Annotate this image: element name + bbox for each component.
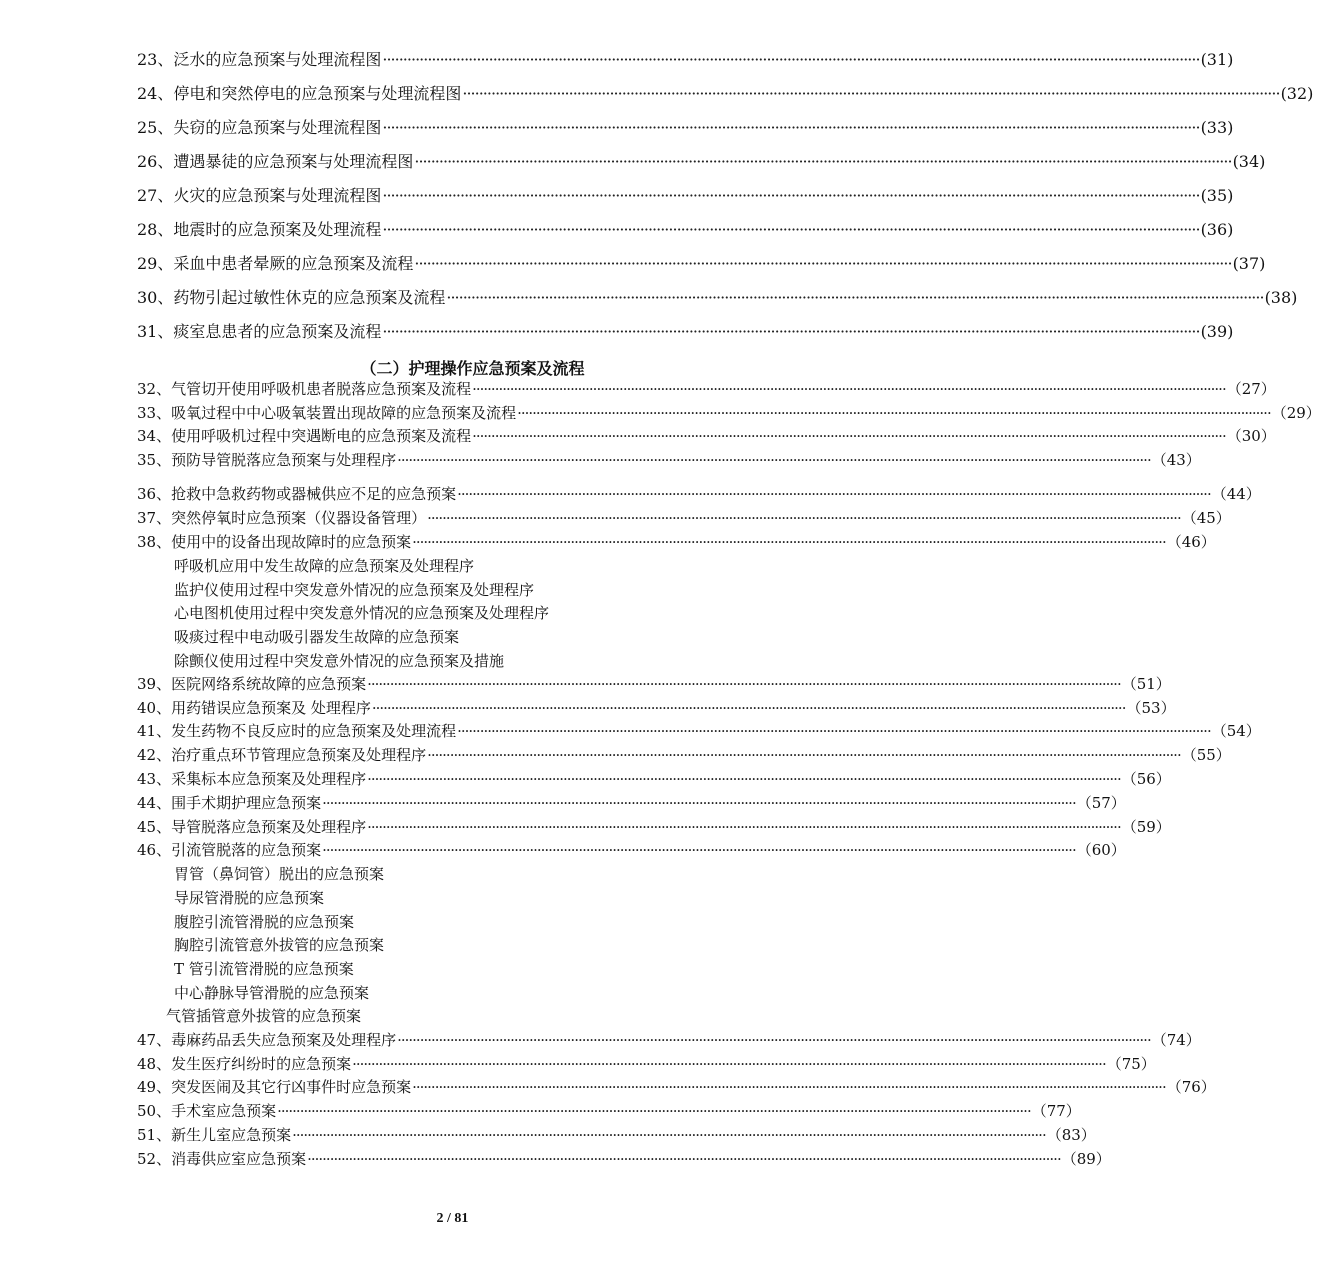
- dot-leader: ········································································································································································································: [382, 118, 1200, 137]
- toc-entry-page: （75）: [1106, 1055, 1156, 1073]
- toc-entry-page: （89）: [1061, 1150, 1111, 1168]
- page-number: 2 / 81: [436, 1211, 469, 1226]
- dot-leader: ········································································································································································································: [292, 1126, 1046, 1144]
- section-heading: [0, 356, 905, 379]
- toc-entry-page: （83）: [1046, 1126, 1096, 1144]
- toc-entry-title: 26、遭遇暴徒的应急预案与处理流程图: [137, 152, 414, 171]
- toc-entry-page: （59）: [1121, 818, 1171, 836]
- toc-entry-page: (33): [1200, 118, 1234, 137]
- toc-entry-page: (34): [1232, 152, 1266, 171]
- toc-entry-page: （45）: [1181, 509, 1231, 527]
- toc-entry-title: 39、医院网络系统故障的应急预案: [137, 675, 367, 693]
- toc-entry[interactable]: [137, 817, 1171, 837]
- toc-entry-page: （56）: [1121, 770, 1171, 788]
- toc-entry-page: (35): [1200, 186, 1234, 205]
- dot-leader: ········································································································································································································: [397, 1031, 1151, 1049]
- toc-entry-page: （44）: [1211, 485, 1261, 503]
- toc-entry-page: (39): [1200, 322, 1234, 341]
- dot-leader: ········································································································································································································: [382, 186, 1200, 205]
- toc-entry-title: 45、导管脱落应急预案及处理程序: [137, 818, 367, 836]
- toc-entry[interactable]: [137, 321, 1234, 343]
- toc-entry[interactable]: [137, 426, 1276, 446]
- toc-entry-title: 28、地震时的应急预案及处理流程: [137, 220, 382, 239]
- toc-sub-item[interactable]: 胃管（鼻饲管）脱出的应急预案: [174, 865, 385, 883]
- toc-entry-title: 25、失窃的应急预案与处理流程图: [137, 118, 382, 137]
- dot-leader: ········································································································································································································: [414, 254, 1232, 273]
- toc-entry[interactable]: [137, 1030, 1201, 1050]
- toc-entry-title: 51、新生儿室应急预案: [137, 1126, 292, 1144]
- toc-entry-title: 49、突发医闹及其它行凶事件时应急预案: [137, 1078, 412, 1096]
- dot-leader: ········································································································································································································: [472, 427, 1226, 445]
- dot-leader: ········································································································································································································: [371, 699, 1126, 717]
- toc-entry[interactable]: [137, 253, 1266, 275]
- dot-leader: ········································································································································································································: [472, 380, 1226, 398]
- dot-leader: ········································································································································································································: [412, 533, 1166, 551]
- dot-leader: ········································································································································································································: [382, 50, 1200, 69]
- toc-sub-item[interactable]: 胸腔引流管意外拔管的应急预案: [174, 936, 385, 954]
- toc-entry-title: 37、突然停氧时应急预案（仪器设备管理）: [137, 509, 427, 527]
- toc-entry[interactable]: [137, 698, 1176, 718]
- dot-leader: ········································································································································································································: [352, 1055, 1106, 1073]
- toc-entry-page: (37): [1232, 254, 1266, 273]
- dot-leader: ········································································································································································································: [427, 509, 1181, 527]
- toc-entry[interactable]: [137, 450, 1201, 470]
- toc-sub-item[interactable]: 腹腔引流管滑脱的应急预案: [174, 913, 355, 931]
- toc-entry-title: 23、泛水的应急预案与处理流程图: [137, 50, 382, 69]
- toc-entry-page: (36): [1200, 220, 1234, 239]
- toc-entry-title: 47、毒麻药品丢失应急预案及处理程序: [137, 1031, 397, 1049]
- dot-leader: ········································································································································································································: [367, 675, 1121, 693]
- toc-entry[interactable]: [137, 83, 1314, 105]
- toc-entry-page: （53）: [1126, 699, 1176, 717]
- toc-entry-title: 31、痰室息患者的应急预案及流程: [137, 322, 382, 341]
- toc-entry[interactable]: [137, 484, 1261, 504]
- toc-entry[interactable]: [137, 532, 1216, 552]
- dot-leader: ········································································································································································································: [446, 288, 1264, 307]
- dot-leader: ········································································································································································································: [397, 451, 1151, 469]
- toc-entry[interactable]: [137, 674, 1171, 694]
- toc-entry-page: (38): [1264, 288, 1298, 307]
- toc-entry-title: 48、发生医疗纠纷时的应急预案: [137, 1055, 352, 1073]
- toc-entry-title: 41、发生药物不良反应时的应急预案及处理流程: [137, 722, 457, 740]
- toc-entry-title: 36、抢救中急救药物或器械供应不足的应急预案: [137, 485, 457, 503]
- toc-entry[interactable]: [137, 379, 1276, 399]
- toc-entry-page: （46）: [1166, 533, 1216, 551]
- toc-entry-title: 27、火灾的应急预案与处理流程图: [137, 186, 382, 205]
- toc-sub-item[interactable]: T 管引流管滑脱的应急预案: [174, 960, 354, 978]
- toc-entry[interactable]: [137, 151, 1266, 173]
- toc-entry-title: 35、预防导管脱落应急预案与处理程序: [137, 451, 397, 469]
- dot-leader: ········································································································································································································: [382, 322, 1200, 341]
- toc-entry[interactable]: [137, 1125, 1096, 1145]
- dot-leader: ········································································································································································································: [322, 794, 1076, 812]
- toc-entry-page: （51）: [1121, 675, 1171, 693]
- toc-entry-page: (31): [1200, 50, 1234, 69]
- toc-entry-page: （55）: [1181, 746, 1231, 764]
- toc-entry-page: （30）: [1226, 427, 1276, 445]
- toc-entry[interactable]: [137, 185, 1234, 207]
- toc-sub-item[interactable]: 中心静脉导管滑脱的应急预案: [174, 984, 370, 1002]
- toc-sub-item[interactable]: 呼吸机应用中发生故障的应急预案及处理程序: [174, 557, 475, 575]
- toc-entry[interactable]: [137, 1101, 1081, 1121]
- toc-entry-page: （77）: [1031, 1102, 1081, 1120]
- toc-entry-title: 44、围手术期护理应急预案: [137, 794, 322, 812]
- toc-entry[interactable]: [137, 508, 1231, 528]
- toc-entry[interactable]: [137, 49, 1234, 71]
- dot-leader: ········································································································································································································: [427, 746, 1181, 764]
- toc-entry[interactable]: [137, 1077, 1216, 1097]
- toc-sub-item[interactable]: 监护仪使用过程中突发意外情况的应急预案及处理程序: [174, 581, 535, 599]
- toc-entry-page: （57）: [1076, 794, 1126, 812]
- toc-entry-page: (32): [1280, 84, 1314, 103]
- toc-sub-item[interactable]: 导尿管滑脱的应急预案: [174, 889, 325, 907]
- dot-leader: ········································································································································································································: [367, 770, 1121, 788]
- toc-entry-page: （29）: [1271, 404, 1321, 422]
- toc-entry-title: 52、消毒供应室应急预案: [137, 1150, 307, 1168]
- toc-entry-page: （43）: [1151, 451, 1201, 469]
- toc-entry-title: 34、使用呼吸机过程中突遇断电的应急预案及流程: [137, 427, 472, 445]
- section-heading-text: （二）护理操作应急预案及流程: [360, 359, 585, 378]
- toc-entry-title: 29、采血中患者晕厥的应急预案及流程: [137, 254, 414, 273]
- toc-entry[interactable]: [137, 287, 1298, 309]
- toc-entry-title: 38、使用中的设备出现故障时的应急预案: [137, 533, 412, 551]
- toc-entry-title: 46、引流管脱落的应急预案: [137, 841, 322, 859]
- toc-sub-item[interactable]: 心电图机使用过程中突发意外情况的应急预案及处理程序: [174, 604, 550, 622]
- toc-entry[interactable]: [137, 117, 1234, 139]
- dot-leader: ········································································································································································································: [277, 1102, 1031, 1120]
- toc-entry-page: （74）: [1151, 1031, 1201, 1049]
- dot-leader: ········································································································································································································: [367, 818, 1121, 836]
- toc-entry-title: 40、用药错误应急预案及 处理程序: [137, 699, 371, 717]
- toc-entry[interactable]: [137, 721, 1261, 741]
- toc-entry-page: （27）: [1226, 380, 1276, 398]
- toc-entry[interactable]: [137, 1054, 1156, 1074]
- toc-entry-title: 32、气管切开使用呼吸机患者脱落应急预案及流程: [137, 380, 472, 398]
- dot-leader: ········································································································································································································: [462, 84, 1280, 103]
- dot-leader: ········································································································································································································: [517, 404, 1271, 422]
- toc-entry-page: （60）: [1076, 841, 1126, 859]
- dot-leader: ········································································································································································································: [457, 722, 1211, 740]
- toc-entry[interactable]: [137, 745, 1231, 765]
- toc-sub-item[interactable]: 除颤仪使用过程中突发意外情况的应急预案及措施: [174, 652, 505, 670]
- toc-entry-title: 33、吸氧过程中中心吸氧装置出现故障的应急预案及流程: [137, 404, 517, 422]
- dot-leader: ········································································································································································································: [307, 1150, 1061, 1168]
- toc-entry-title: 42、治疗重点环节管理应急预案及处理程序: [137, 746, 427, 764]
- dot-leader: ········································································································································································································: [322, 841, 1076, 859]
- toc-entry-title: 24、停电和突然停电的应急预案与处理流程图: [137, 84, 462, 103]
- toc-sub-item[interactable]: 气管插管意外拔管的应急预案: [166, 1007, 362, 1025]
- toc-entry-title: 43、采集标本应急预案及处理程序: [137, 770, 367, 788]
- toc-entry-page: （76）: [1166, 1078, 1216, 1096]
- toc-entry[interactable]: [137, 219, 1234, 241]
- toc-sub-item[interactable]: 吸痰过程中电动吸引器发生故障的应急预案: [174, 628, 460, 646]
- dot-leader: ········································································································································································································: [457, 485, 1211, 503]
- toc-entry[interactable]: [137, 840, 1126, 860]
- toc-entry-title: 50、手术室应急预案: [137, 1102, 277, 1120]
- toc-entry[interactable]: [137, 769, 1171, 789]
- dot-leader: ········································································································································································································: [382, 220, 1200, 239]
- toc-entry[interactable]: [137, 793, 1126, 813]
- toc-entry-title: 30、药物引起过敏性休克的应急预案及流程: [137, 288, 446, 307]
- toc-entry[interactable]: [137, 1149, 1111, 1169]
- toc-entry-page: （54）: [1211, 722, 1261, 740]
- dot-leader: ········································································································································································································: [414, 152, 1232, 171]
- toc-entry[interactable]: [137, 403, 1321, 423]
- dot-leader: ········································································································································································································: [412, 1078, 1166, 1096]
